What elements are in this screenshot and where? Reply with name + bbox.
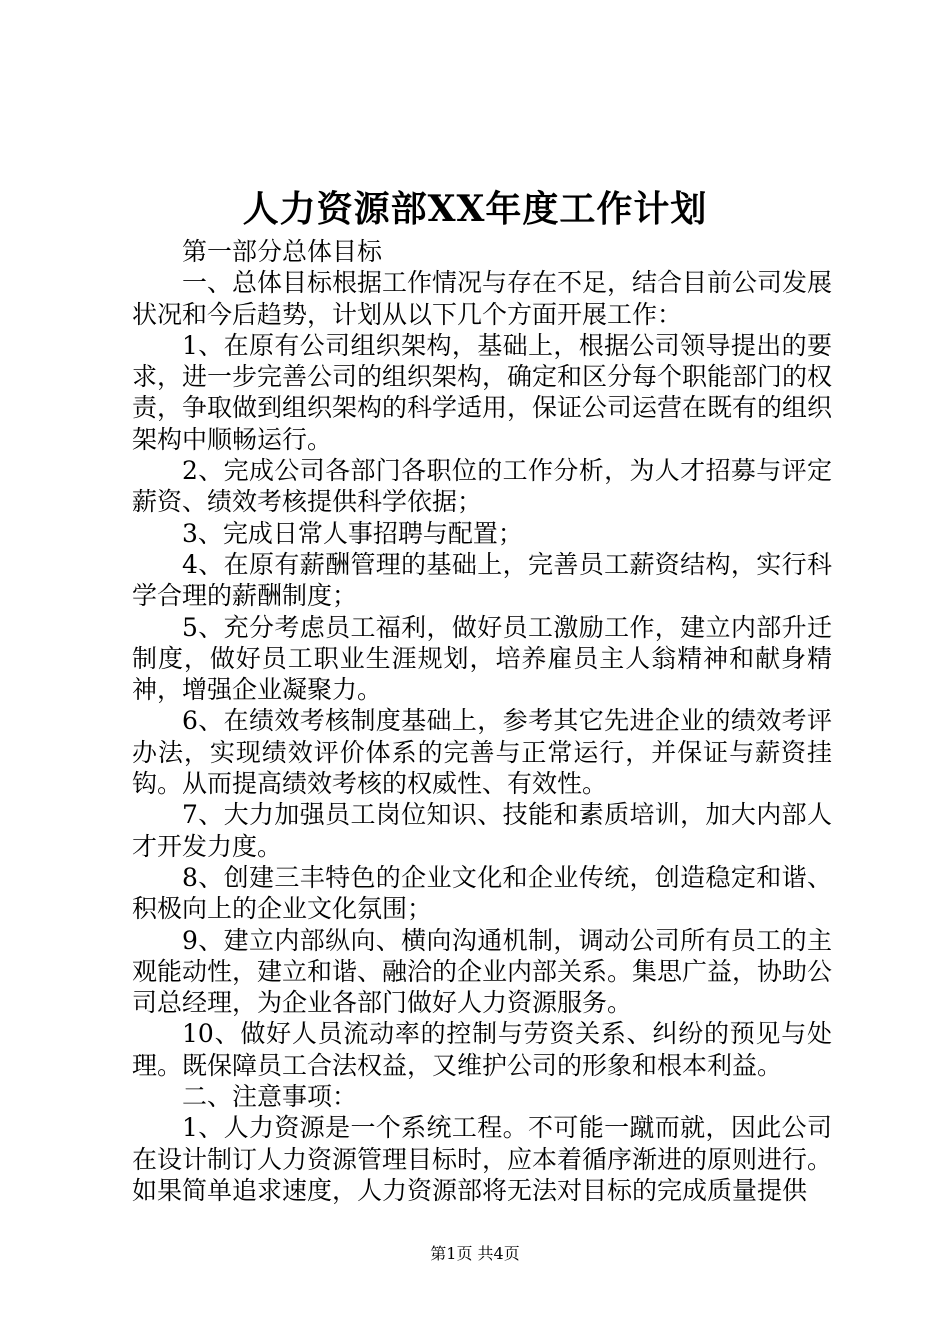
paragraph: 4、在原有薪酬管理的基础上，完善员工薪资结构，实行科学合理的薪酬制度； bbox=[132, 549, 832, 611]
paragraph: 9、建立内部纵向、横向沟通机制，调动公司所有员工的主观能动性，建立和谐、融洽的企业内部关系。集思广益，协助公司总经理，为企业各部门做好人力资源服务。 bbox=[132, 925, 833, 1018]
document-title: 人力资源部XX年度工作计划 bbox=[242, 188, 708, 230]
document-body bbox=[132, 236, 832, 1206]
paragraph: 10、做好人员流动率的控制与劳资关系、纠纷的预见与处理。既保障员工合法权益，又维护公司的形象和根本利益。 bbox=[132, 1019, 832, 1080]
section-heading: 二、注意事项： bbox=[182, 1082, 358, 1112]
paragraph: 1、人力资源是一个系统工程。不可能一蹴而就，因此公司在设计制订人力资源管理目标时，应本着循序渐进的原则进行。如果简单追求速度，人力资源部将无法对目标的完成质量提供 bbox=[132, 1113, 833, 1205]
page-number-footer: 第1页 共4页 bbox=[430, 1244, 520, 1263]
paragraph: 1、在原有公司组织架构，基础上，根据公司领导提出的要求，进一步完善公司的组织架构，确定和区分每个职能部门的权责，争取做到组织架构的科学适用，保证公司运营在既有的组织架构中顺畅运行。 bbox=[132, 330, 833, 454]
paragraph: 一、总体目标根据工作情况与存在不足，结合目前公司发展状况和今后趋势，计划从以下几个方面开展工作： bbox=[132, 268, 833, 329]
paragraph: 7、大力加强员工岗位知识、技能和素质培训，加大内部人才开发力度。 bbox=[132, 800, 832, 861]
paragraph: 6、在绩效考核制度基础上，参考其它先进企业的绩效考评办法，实现绩效评价体系的完善与正常运行，并保证与薪资挂钩。从而提高绩效考核的权威性、有效性。 bbox=[132, 706, 832, 799]
paragraph: 2、完成公司各部门各职位的工作分析，为人才招募与评定薪资、绩效考核提供科学依据； bbox=[132, 456, 832, 517]
section-heading: 第一部分总体目标 bbox=[182, 237, 383, 266]
paragraph: 3、完成日常人事招聘与配置； bbox=[182, 518, 523, 548]
paragraph: 8、创建三丰特色的企业文化和企业传统，创造稳定和谐、积极向上的企业文化氛围； bbox=[132, 862, 832, 924]
paragraph: 5、充分考虑员工福利，做好员工激励工作，建立内部升迁制度，做好员工职业生涯规划，培养雇员主人翁精神和献身精神，增强企业凝聚力。 bbox=[132, 612, 832, 705]
